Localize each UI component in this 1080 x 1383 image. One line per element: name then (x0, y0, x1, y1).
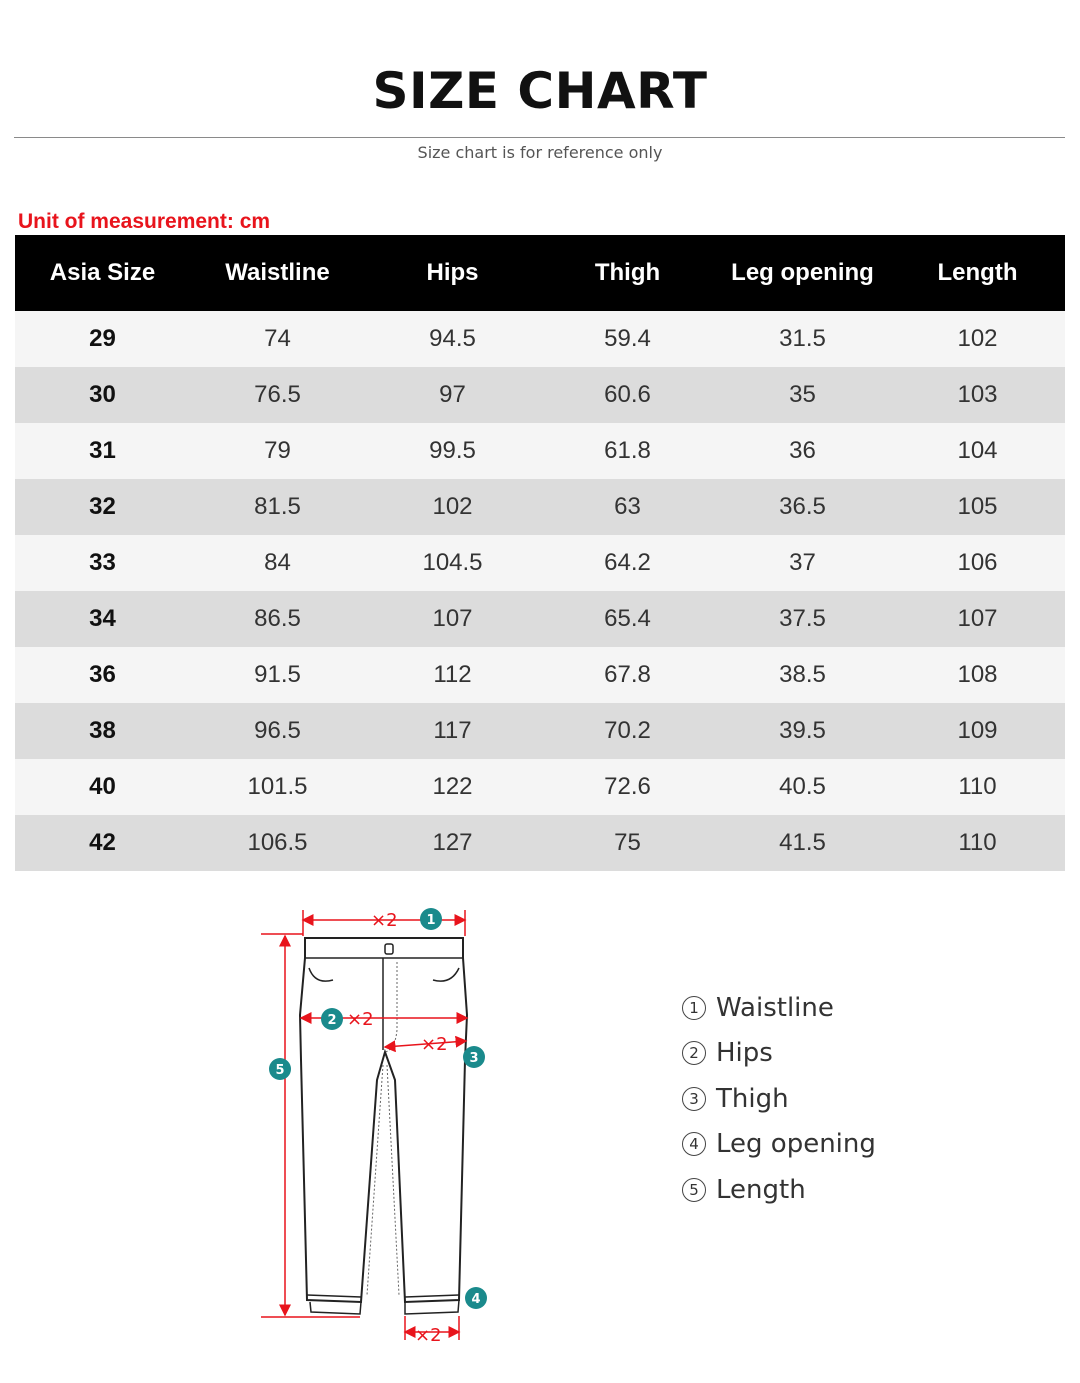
table-row (15, 591, 1065, 647)
measurement-cell: 97 (439, 381, 466, 408)
measurement-cell: 60.6 (604, 381, 651, 408)
measurement-cell: 103 (957, 381, 998, 408)
measurement-cell: 37.5 (779, 605, 826, 632)
measurement-cell: 96.5 (254, 717, 301, 744)
table-row (15, 703, 1065, 759)
legend-label: Length (716, 1174, 806, 1205)
table-row (15, 535, 1065, 591)
marker-2-icon (321, 1008, 343, 1030)
svg-text:2: 2 (327, 1013, 337, 1028)
table-row (15, 423, 1065, 479)
measurement-cell: 104 (957, 437, 998, 464)
measurement-cell: 102 (432, 493, 473, 520)
legend-number: 5 (682, 1178, 706, 1202)
legend-item-leg-opening (682, 1122, 876, 1168)
marker-3-icon (463, 1046, 485, 1068)
size-cell: 38 (89, 717, 116, 744)
table-row (15, 311, 1065, 367)
legend-label: Leg opening (716, 1129, 876, 1160)
measurement-cell: 72.6 (604, 773, 651, 800)
measurement-cell: 31.5 (779, 325, 826, 352)
measurement-cell: 67.8 (604, 661, 651, 688)
size-cell: 29 (89, 325, 116, 352)
measurement-legend (682, 985, 876, 1213)
size-table (15, 235, 1065, 871)
measurement-cell: 91.5 (254, 661, 301, 688)
pants-illustration (255, 900, 495, 1350)
legend-label: Hips (716, 1038, 773, 1069)
legend-item-thigh (682, 1076, 876, 1122)
measurement-cell: 105 (957, 493, 998, 520)
measurement-cell: 59.4 (604, 325, 651, 352)
measurement-cell: 112 (433, 661, 472, 688)
size-cell: 42 (89, 829, 116, 856)
column-header-waistline: Waistline (225, 259, 330, 286)
size-cell: 31 (89, 437, 116, 464)
measurement-cell: 99.5 (429, 437, 476, 464)
page-title: SIZE CHART (372, 62, 708, 120)
size-cell: 34 (89, 605, 116, 632)
column-header-hips: Hips (426, 259, 479, 286)
legend-label: Waistline (716, 992, 834, 1023)
table-row (15, 815, 1065, 871)
measurement-cell: 106.5 (247, 829, 308, 856)
svg-text:4: 4 (471, 1292, 481, 1307)
measurement-cell: 117 (433, 717, 472, 744)
measurement-cell: 127 (432, 829, 473, 856)
measurement-cell: 64.2 (604, 549, 651, 576)
unit-label: Unit of measurement: cm (18, 210, 271, 233)
page-subtitle: Size chart is for reference only (417, 143, 663, 162)
marker-1-icon (420, 908, 442, 930)
measurement-cell: 106 (957, 549, 998, 576)
table-row (15, 647, 1065, 703)
svg-text:1: 1 (426, 913, 436, 928)
table-row (15, 759, 1065, 815)
measurement-cell: 108 (957, 661, 998, 688)
marker-4-icon (465, 1287, 487, 1309)
measurement-cell: 81.5 (254, 493, 301, 520)
legend-number: 3 (682, 1087, 706, 1111)
marker-5-icon (269, 1058, 291, 1080)
measurement-cell: 110 (958, 829, 997, 856)
measurement-cell: 70.2 (604, 717, 651, 744)
size-cell: 36 (89, 661, 116, 688)
legend-number: 4 (682, 1132, 706, 1156)
waist-multiplier: ×2 (371, 910, 398, 931)
measurement-cell: 65.4 (604, 605, 651, 632)
measurement-cell: 101.5 (247, 773, 308, 800)
legend-item-hips (682, 1031, 876, 1077)
legend-label: Thigh (716, 1083, 789, 1114)
legend-number: 1 (682, 996, 706, 1020)
measurement-cell: 37 (789, 549, 816, 576)
measurement-cell: 61.8 (604, 437, 651, 464)
measurement-cell: 94.5 (429, 325, 476, 352)
measurement-cell: 36 (789, 437, 816, 464)
measurement-cell: 84 (264, 549, 291, 576)
measurement-cell: 63 (614, 493, 641, 520)
measurement-cell: 75 (614, 829, 641, 856)
table-body (15, 311, 1065, 871)
measurement-cell: 74 (264, 325, 291, 352)
measurement-cell: 79 (264, 437, 291, 464)
measurement-cell: 38.5 (779, 661, 826, 688)
measurement-cell: 104.5 (422, 549, 483, 576)
column-header-leg-opening: Leg opening (731, 259, 874, 286)
measurement-cell: 86.5 (254, 605, 301, 632)
legend-number: 2 (682, 1041, 706, 1065)
table-header-row (15, 235, 1065, 311)
measurement-cell: 76.5 (254, 381, 301, 408)
table-row (15, 367, 1065, 423)
measurement-cell: 35 (789, 381, 816, 408)
svg-text:5: 5 (275, 1063, 285, 1078)
column-header-thigh: Thigh (594, 259, 661, 286)
column-header-length: Length (937, 259, 1018, 286)
measurement-cell: 110 (958, 773, 997, 800)
title-divider (14, 137, 1065, 138)
size-cell: 40 (89, 773, 116, 800)
legend-item-length (682, 1167, 876, 1213)
measurement-cell: 39.5 (779, 717, 826, 744)
legend-item-waistline (682, 985, 876, 1031)
table-row (15, 479, 1065, 535)
measurement-cell: 122 (432, 773, 473, 800)
size-cell: 30 (89, 381, 116, 408)
hips-multiplier: ×2 (347, 1009, 374, 1030)
size-cell: 33 (89, 549, 116, 576)
measurement-cell: 102 (957, 325, 998, 352)
leg-opening-multiplier: ×2 (415, 1325, 442, 1346)
measurement-cell: 40.5 (779, 773, 826, 800)
measurement-cell: 107 (432, 605, 473, 632)
size-cell: 32 (89, 493, 116, 520)
measurement-cell: 36.5 (779, 493, 826, 520)
svg-text:3: 3 (469, 1051, 479, 1066)
pants-diagram (255, 900, 495, 1350)
thigh-multiplier: ×2 (421, 1034, 448, 1055)
measurement-cell: 41.5 (779, 829, 826, 856)
measurement-cell: 109 (957, 717, 998, 744)
measurement-cell: 107 (957, 605, 998, 632)
column-header-asia-size: Asia Size (49, 259, 156, 286)
